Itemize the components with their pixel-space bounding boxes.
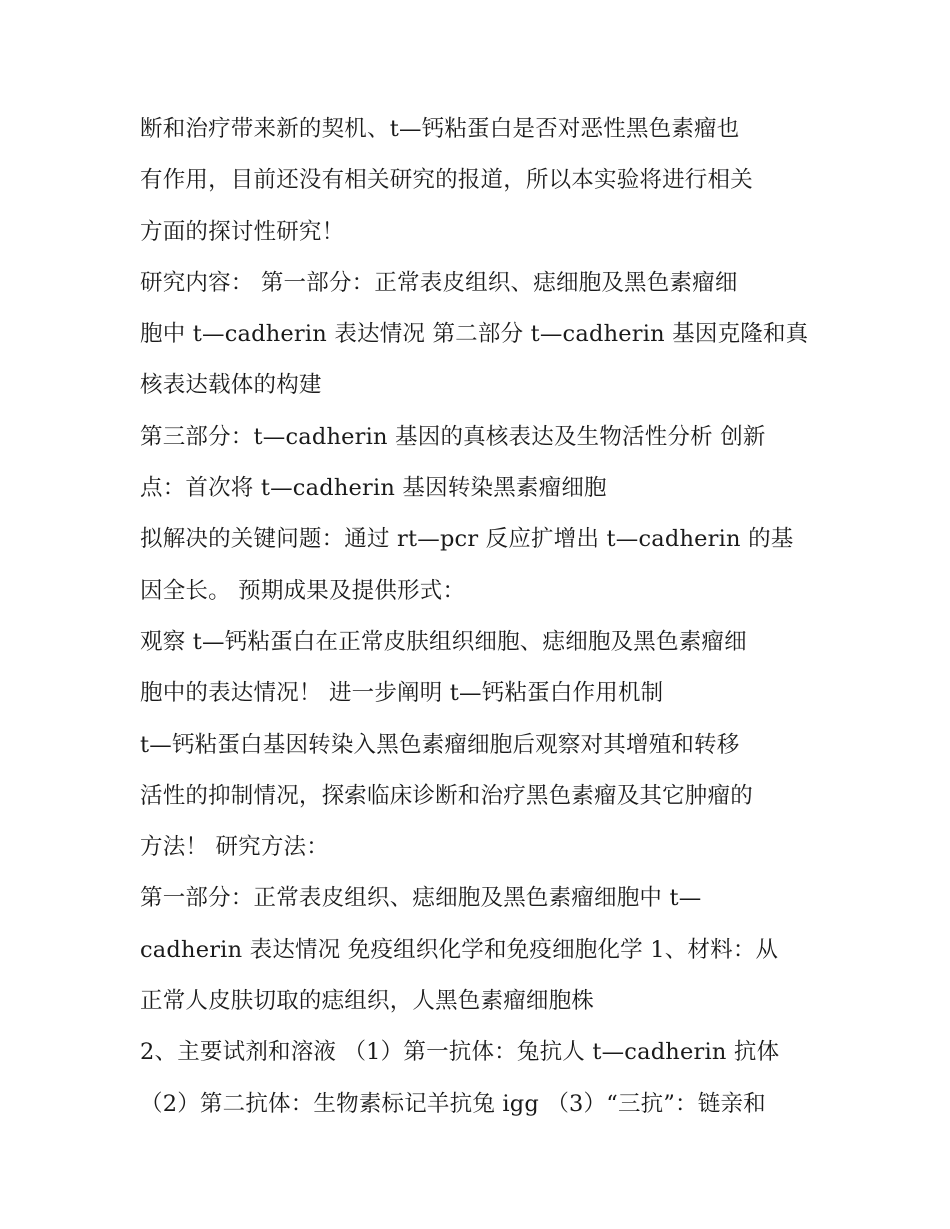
- text-line: 因全长。 预期成果及提供形式：: [140, 577, 466, 604]
- text-line: 正常人皮肤切取的痣组织，人黑色素瘤细胞株: [140, 988, 595, 1015]
- text-line: 拟解决的关键问题：通过 rt—pcr 反应扩增出 t—cadherin 的基: [140, 526, 794, 553]
- text-line: 方法！ 研究方法：: [140, 834, 329, 861]
- text-line: 有作用，目前还没有相关研究的报道，所以本实验将进行相关: [140, 167, 753, 194]
- text-line: 研究内容： 第一部分：正常表皮组织、痣细胞及黑色素瘤细: [140, 269, 738, 296]
- text-line: 点：首次将 t—cadherin 基因转染黑素瘤细胞: [140, 475, 607, 502]
- text-line: 核表达载体的构建: [140, 372, 322, 399]
- text-line: 第一部分：正常表皮组织、痣细胞及黑色素瘤细胞中 t—: [140, 885, 702, 912]
- text-line: 方面的探讨性研究！: [140, 218, 345, 245]
- text-line: 胞中 t—cadherin 表达情况 第二部分 t—cadherin 基因克隆和真: [140, 321, 809, 348]
- text-line: 2、主要试剂和溶液 （1）第一抗体：兔抗人 t—cadherin 抗体: [140, 1039, 780, 1066]
- text-line: 第三部分：t—cadherin 基因的真核表达及生物活性分析 创新: [140, 423, 766, 450]
- text-line: cadherin 表达情况 免疫组织化学和免疫细胞化学 1、材料：从: [140, 936, 779, 963]
- text-line: t—钙粘蛋白基因转染入黑色素瘤细胞后观察对其增殖和转移: [140, 731, 740, 758]
- text-line: 活性的抑制情况，探索临床诊断和治疗黑色素瘤及其它肿瘤的: [140, 782, 753, 809]
- text-line: 断和治疗带来新的契机、t—钙粘蛋白是否对恶性黑色素瘤也: [140, 116, 740, 142]
- text-line: 胞中的表达情况！ 进一步阐明 t—钙粘蛋白作用机制: [140, 680, 664, 707]
- text-line: 观察 t—钙粘蛋白在正常皮肤组织细胞、痣细胞及黑色素瘤细: [140, 628, 747, 655]
- document-body: [140, 104, 830, 1130]
- text-line: （2）第二抗体：生物素标记羊抗兔 igg （3）“三抗”：链亲和: [140, 1090, 766, 1117]
